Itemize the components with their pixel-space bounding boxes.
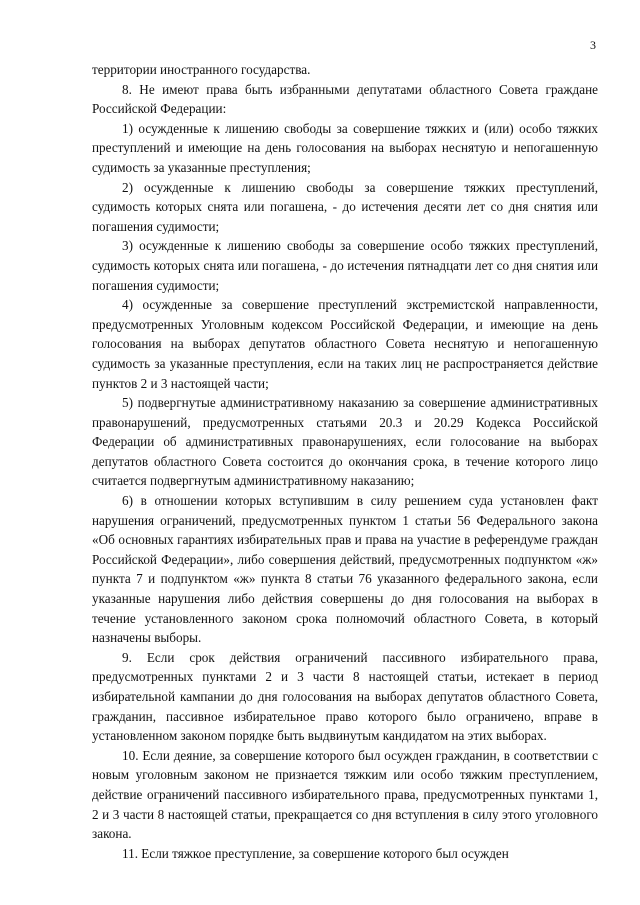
document-body (92, 60, 598, 863)
paragraph: территории иностранного государства. (92, 62, 311, 77)
paragraph: 3) осужденные к лишению свободы за совершение особо тяжких преступлений, судимость которых снята или погашена, - до истечения пятнадцати лет со дня снятия или погашения судимости; (92, 238, 598, 293)
page-number: 3 (590, 38, 596, 52)
paragraph: 6) в отношении которых вступившим в силу решением суда установлен факт нарушения ограничений, предусмотренных пунктом 1 статьи 56 Федерального закона «Об основных гарантиях избирательных прав и права на участие в референдуме граждан Российской Федерации», либо совершения действий, предусмотренных подпунктом «ж» пункта 7 и подпунктом «ж» пункта 8 статьи 76 указанного федерального закона, если указанные нарушения либо действия совершены до дня голосования на выборах в течение установленного законом срока полномочий областного Совета, в который назначены выборы. (92, 493, 598, 646)
paragraph: 10. Если деяние, за совершение которого был осужден гражданин, в соответствии с новым уголовным законом не признается тяжким или особо тяжким преступлением, действие ограничений пассивного избирательного права, предусмотренных пунктами 1, 2 и 3 части 8 настоящей статьи, прекращается со дня вступления в силу этого уголовного закона. (92, 747, 598, 842)
paragraph: 1) осужденные к лишению свободы за совершение тяжких и (или) особо тяжких преступлений и имеющие на день голосования на выборах неснятую и непогашенную судимость за указанные преступления; (92, 120, 598, 175)
paragraph: 8. Не имеют права быть избранными депутатами областного Совета граждане Российской Федерации: (92, 81, 598, 117)
paragraph: 11. Если тяжкое преступление, за совершение которого был осужден (122, 845, 509, 861)
paragraph: 4) осужденные за совершение преступлений экстремистской направленности, предусмотренных Уголовным кодексом Российской Федерации, и имеющие на день голосования на выборах депутатов областного Совета неснятую и непогашенную судимость за указанные преступления, если на таких лиц не распространяется действие пунктов 2 и 3 настоящей части; (92, 297, 598, 391)
paragraph: 9. Если срок действия ограничений пассивного избирательного права, предусмотренных пунктами 2 и 3 части 8 настоящей статьи, истекает в период избирательной кампании до дня голосования на выборах депутатов областного Совета, гражданин, пассивное избирательное право которого было ограничено, вправе в установленном законом порядке быть выдвинутым кандидатом на этих выборах. (92, 649, 598, 744)
paragraph: 5) подвергнутые административному наказанию за совершение административных правонарушений, предусмотренных статьями 20.3 и 20.29 Кодекса Российской Федерации об административных правонарушениях, если голосование на выборах депутатов областного Совета состоится до окончания срока, в течение которого лицо считается подвергнутым административному наказанию; (92, 395, 598, 489)
paragraph: 2) осужденные к лишению свободы за совершение тяжких преступлений, судимость которых снята или погашена, - до истечения десяти лет со дня снятия или погашения судимости; (92, 179, 598, 234)
